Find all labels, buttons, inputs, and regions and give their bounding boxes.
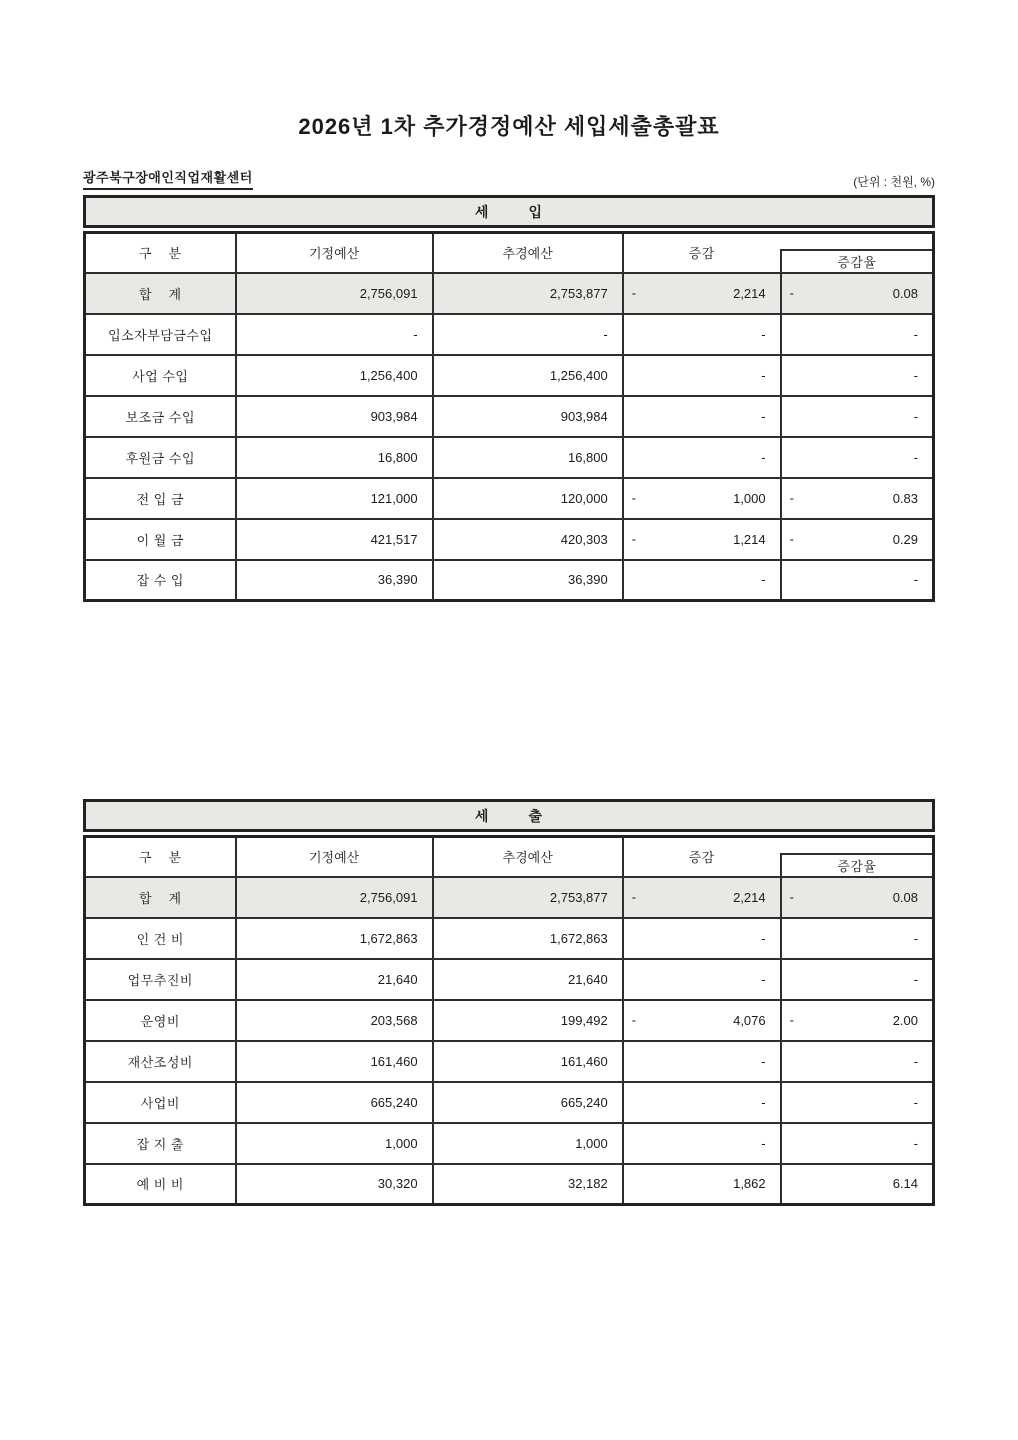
change-rate-cell <box>781 918 934 959</box>
column-header-change-group <box>623 837 934 877</box>
change-cell <box>623 273 781 314</box>
row-label: 예 비 비 <box>85 1164 236 1205</box>
column-header-change-rate: 증감율 <box>780 853 932 876</box>
supplementary-budget-cell <box>433 355 623 396</box>
expenditure-section <box>83 799 935 1206</box>
change-rate-value: - <box>913 326 918 342</box>
change-rate-cell <box>781 478 934 519</box>
change-rate-value: - <box>913 1094 918 1110</box>
change-value: - <box>761 326 766 342</box>
supplementary-budget-value: 903,984 <box>560 408 608 424</box>
column-header-base-budget: 기정예산 <box>236 837 433 877</box>
table-row <box>85 959 934 1000</box>
row-label: 잡 수 입 <box>85 560 236 601</box>
table-row <box>85 1082 934 1123</box>
base-budget-cell <box>236 1164 433 1205</box>
base-budget-cell <box>236 560 433 601</box>
row-label: 재산조성비 <box>85 1041 236 1082</box>
revenue-table-body <box>85 273 934 601</box>
supplementary-budget-value: 16,800 <box>567 449 608 465</box>
supplementary-budget-value: 420,303 <box>560 531 608 547</box>
base-budget-cell <box>236 314 433 355</box>
change-cell <box>623 519 781 560</box>
change-rate-cell <box>781 1164 934 1205</box>
column-header-change-rate: 증감율 <box>780 249 932 272</box>
change-rate-cell <box>781 959 934 1000</box>
base-budget-cell <box>236 396 433 437</box>
row-label: 잡 지 출 <box>85 1123 236 1164</box>
change-cell <box>623 1164 781 1205</box>
change-rate-value: 2.00 <box>892 1012 918 1028</box>
base-budget-value: 1,000 <box>385 1135 418 1151</box>
change-rate-cell <box>781 273 934 314</box>
change-cell <box>623 355 781 396</box>
expenditure-table <box>83 835 935 1206</box>
row-label: 업무추진비 <box>85 959 236 1000</box>
base-budget-value: 421,517 <box>370 531 418 547</box>
supplementary-budget-cell <box>433 273 623 314</box>
table-row <box>85 314 934 355</box>
change-rate-cell <box>781 1082 934 1123</box>
row-label: 전 입 금 <box>85 478 236 519</box>
revenue-table <box>83 231 935 602</box>
supplementary-budget-cell <box>433 1082 623 1123</box>
base-budget-cell <box>236 1123 433 1164</box>
change-cell <box>623 959 781 1000</box>
supplementary-budget-cell <box>433 1041 623 1082</box>
expenditure-table-body <box>85 877 934 1205</box>
change-cell <box>623 1041 781 1082</box>
base-budget-cell <box>236 478 433 519</box>
change-rate-value: 0.29 <box>892 531 918 547</box>
table-row <box>85 437 934 478</box>
change-rate-value: - <box>913 449 918 465</box>
column-header-category: 구 분 <box>85 233 236 273</box>
revenue-section <box>83 195 935 602</box>
table-row <box>85 396 934 437</box>
table-row <box>85 1041 934 1082</box>
supplementary-budget-cell <box>433 1000 623 1041</box>
base-budget-value: 665,240 <box>370 1094 418 1110</box>
change-value: 1,214 <box>733 531 766 547</box>
change-sign: - <box>631 1012 637 1028</box>
page-title: 2026년 1차 추가경정예산 세입세출총괄표 <box>298 114 720 139</box>
change-rate-sign: - <box>789 889 794 905</box>
base-budget-value: 1,672,863 <box>359 930 418 946</box>
base-budget-value: 21,640 <box>377 971 418 987</box>
row-label: 합 계 <box>85 877 236 918</box>
change-rate-value: 0.08 <box>892 889 918 905</box>
column-header-base-budget: 기정예산 <box>236 233 433 273</box>
change-value: 1,000 <box>733 490 766 506</box>
column-header-change-group <box>623 233 934 273</box>
supplementary-budget-cell <box>433 877 623 918</box>
base-budget-cell <box>236 918 433 959</box>
expenditure-header-row <box>85 837 934 877</box>
base-budget-cell <box>236 355 433 396</box>
change-rate-value: - <box>913 1135 918 1151</box>
change-cell <box>623 478 781 519</box>
unit-note: (단위 : 천원, %) <box>853 175 935 189</box>
change-cell <box>623 437 781 478</box>
supplementary-budget-value: 120,000 <box>560 490 608 506</box>
supplementary-budget-value: - <box>603 326 608 342</box>
supplementary-budget-value: 21,640 <box>567 971 608 987</box>
base-budget-value: 161,460 <box>370 1053 418 1069</box>
base-budget-value: 1,256,400 <box>359 367 418 383</box>
base-budget-cell <box>236 877 433 918</box>
table-row <box>85 273 934 314</box>
column-header-supplementary-budget: 추경예산 <box>433 233 623 273</box>
change-cell <box>623 314 781 355</box>
supplementary-budget-cell <box>433 437 623 478</box>
change-rate-sign: - <box>789 285 794 301</box>
supplementary-budget-cell <box>433 918 623 959</box>
change-value: 2,214 <box>733 285 766 301</box>
change-rate-cell <box>781 314 934 355</box>
row-label: 인 건 비 <box>85 918 236 959</box>
change-value: - <box>761 367 766 383</box>
change-rate-cell <box>781 437 934 478</box>
column-header-category: 구 분 <box>85 837 236 877</box>
change-rate-sign: - <box>789 1012 794 1028</box>
change-rate-cell <box>781 396 934 437</box>
base-budget-cell <box>236 273 433 314</box>
change-rate-cell <box>781 355 934 396</box>
change-rate-cell <box>781 560 934 601</box>
change-cell <box>623 877 781 918</box>
change-rate-value: 6.14 <box>892 1176 918 1192</box>
table-row <box>85 478 934 519</box>
supplementary-budget-cell <box>433 478 623 519</box>
table-row <box>85 1123 934 1164</box>
supplementary-budget-value: 199,492 <box>560 1012 608 1028</box>
meta-row <box>83 167 935 190</box>
change-rate-value: - <box>913 408 918 424</box>
change-rate-value: 0.83 <box>892 490 918 506</box>
base-budget-value: 36,390 <box>377 572 418 588</box>
change-rate-cell <box>781 1041 934 1082</box>
column-header-change: 증감 <box>688 246 715 262</box>
change-cell <box>623 918 781 959</box>
change-value: - <box>761 1053 766 1069</box>
change-cell <box>623 396 781 437</box>
change-rate-sign: - <box>789 490 794 506</box>
change-sign: - <box>631 531 637 547</box>
supplementary-budget-value: 32,182 <box>567 1176 608 1192</box>
row-label: 사업 수입 <box>85 355 236 396</box>
change-rate-value: - <box>913 572 918 588</box>
change-value: - <box>761 1094 766 1110</box>
base-budget-value: 16,800 <box>377 449 418 465</box>
table-row <box>85 560 934 601</box>
change-cell <box>623 1082 781 1123</box>
change-rate-value: 0.08 <box>892 285 918 301</box>
expenditure-table-title: 세 출 <box>83 799 935 832</box>
table-row <box>85 355 934 396</box>
table-row <box>85 1164 934 1205</box>
base-budget-cell <box>236 519 433 560</box>
change-value: - <box>761 408 766 424</box>
supplementary-budget-cell <box>433 560 623 601</box>
row-label: 운영비 <box>85 1000 236 1041</box>
revenue-table-title: 세 입 <box>83 195 935 228</box>
change-cell <box>623 560 781 601</box>
change-sign: - <box>631 285 637 301</box>
base-budget-cell <box>236 1041 433 1082</box>
change-rate-sign: - <box>789 531 794 547</box>
table-row <box>85 519 934 560</box>
change-rate-value: - <box>913 367 918 383</box>
change-value: - <box>761 449 766 465</box>
column-header-change: 증감 <box>688 850 715 866</box>
supplementary-budget-cell <box>433 396 623 437</box>
base-budget-cell <box>236 1000 433 1041</box>
change-rate-value: - <box>913 930 918 946</box>
supplementary-budget-value: 1,256,400 <box>549 367 608 383</box>
table-row <box>85 1000 934 1041</box>
base-budget-value: - <box>413 326 418 342</box>
base-budget-value: 2,756,091 <box>359 889 418 905</box>
change-value: 4,076 <box>733 1012 766 1028</box>
supplementary-budget-value: 1,672,863 <box>549 930 608 946</box>
supplementary-budget-cell <box>433 519 623 560</box>
supplementary-budget-cell <box>433 1164 623 1205</box>
base-budget-value: 121,000 <box>370 490 418 506</box>
change-rate-cell <box>781 1123 934 1164</box>
table-row <box>85 877 934 918</box>
change-rate-cell <box>781 877 934 918</box>
supplementary-budget-value: 1,000 <box>575 1135 608 1151</box>
column-header-supplementary-budget: 추경예산 <box>433 837 623 877</box>
supplementary-budget-value: 161,460 <box>560 1053 608 1069</box>
change-rate-value: - <box>913 1053 918 1069</box>
supplementary-budget-value: 2,753,877 <box>549 889 608 905</box>
row-label: 후원금 수입 <box>85 437 236 478</box>
row-label: 입소자부담금수입 <box>85 314 236 355</box>
row-label: 사업비 <box>85 1082 236 1123</box>
change-cell <box>623 1123 781 1164</box>
base-budget-cell <box>236 959 433 1000</box>
base-budget-value: 2,756,091 <box>359 285 418 301</box>
org-name: 광주북구장애인직업재활센터 <box>83 167 253 190</box>
change-value: 1,862 <box>733 1176 766 1192</box>
supplementary-budget-value: 36,390 <box>567 572 608 588</box>
supplementary-budget-value: 2,753,877 <box>549 285 608 301</box>
change-rate-cell <box>781 1000 934 1041</box>
change-value: - <box>761 971 766 987</box>
row-label: 보조금 수입 <box>85 396 236 437</box>
row-label: 합 계 <box>85 273 236 314</box>
base-budget-cell <box>236 1082 433 1123</box>
supplementary-budget-value: 665,240 <box>560 1094 608 1110</box>
base-budget-cell <box>236 437 433 478</box>
change-value: - <box>761 930 766 946</box>
change-value: 2,214 <box>733 889 766 905</box>
change-sign: - <box>631 889 637 905</box>
change-value: - <box>761 572 766 588</box>
supplementary-budget-cell <box>433 314 623 355</box>
base-budget-value: 30,320 <box>377 1176 418 1192</box>
supplementary-budget-cell <box>433 959 623 1000</box>
base-budget-value: 903,984 <box>370 408 418 424</box>
row-label: 이 월 금 <box>85 519 236 560</box>
change-value: - <box>761 1135 766 1151</box>
table-row <box>85 918 934 959</box>
base-budget-value: 203,568 <box>370 1012 418 1028</box>
change-rate-value: - <box>913 971 918 987</box>
change-rate-cell <box>781 519 934 560</box>
revenue-header-row <box>85 233 934 273</box>
change-sign: - <box>631 490 637 506</box>
change-cell <box>623 1000 781 1041</box>
supplementary-budget-cell <box>433 1123 623 1164</box>
